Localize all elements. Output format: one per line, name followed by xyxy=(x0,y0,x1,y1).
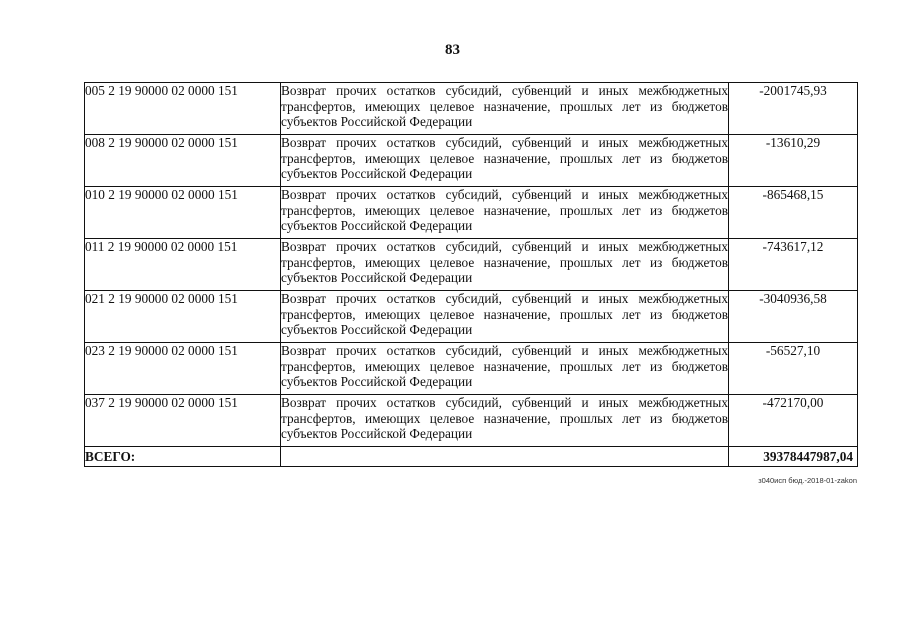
budget-code: 011 2 19 90000 02 0000 151 xyxy=(85,239,281,291)
income-description: Возврат прочих остатков субсидий, субвенций и иных межбюджетных трансфертов, имеющих целевое назначение, прошлых лет из бюджетов субъектов Российской Федерации xyxy=(281,135,729,187)
amount-value: -865468,15 xyxy=(729,187,858,239)
budget-table xyxy=(84,82,858,467)
income-description: Возврат прочих остатков субсидий, субвенций и иных межбюджетных трансфертов, имеющих целевое назначение, прошлых лет из бюджетов субъектов Российской Федерации xyxy=(281,291,729,343)
table-row xyxy=(85,187,858,239)
income-description: Возврат прочих остатков субсидий, субвенций и иных межбюджетных трансфертов, имеющих целевое назначение, прошлых лет из бюджетов субъектов Российской Федерации xyxy=(281,83,729,135)
amount-value: -56527,10 xyxy=(729,343,858,395)
budget-code: 010 2 19 90000 02 0000 151 xyxy=(85,187,281,239)
total-amount: 39378447987,04 xyxy=(729,447,858,467)
table-row xyxy=(85,83,858,135)
table-row xyxy=(85,135,858,187)
income-description: Возврат прочих остатков субсидий, субвенций и иных межбюджетных трансфертов, имеющих целевое назначение, прошлых лет из бюджетов субъектов Российской Федерации xyxy=(281,343,729,395)
page-number: 83 xyxy=(445,42,460,58)
income-description: Возврат прочих остатков субсидий, субвенций и иных межбюджетных трансфертов, имеющих целевое назначение, прошлых лет из бюджетов субъектов Российской Федерации xyxy=(281,239,729,291)
amount-value: -13610,29 xyxy=(729,135,858,187)
total-label: ВСЕГО: xyxy=(85,447,281,467)
amount-value: -2001745,93 xyxy=(729,83,858,135)
income-description: Возврат прочих остатков субсидий, субвенций и иных межбюджетных трансфертов, имеющих целевое назначение, прошлых лет из бюджетов субъектов Российской Федерации xyxy=(281,187,729,239)
budget-code: 005 2 19 90000 02 0000 151 xyxy=(85,83,281,135)
table-row xyxy=(85,395,858,447)
total-description xyxy=(281,447,729,467)
budget-code: 008 2 19 90000 02 0000 151 xyxy=(85,135,281,187)
table-row xyxy=(85,343,858,395)
amount-value: -472170,00 xyxy=(729,395,858,447)
income-description: Возврат прочих остатков субсидий, субвенций и иных межбюджетных трансфертов, имеющих целевое назначение, прошлых лет из бюджетов субъектов Российской Федерации xyxy=(281,395,729,447)
total-row xyxy=(85,447,858,467)
document-footer-mark: з040исп бюд.-2018-01-zakon xyxy=(758,476,857,485)
amount-value: -743617,12 xyxy=(729,239,858,291)
table-row xyxy=(85,291,858,343)
amount-value: -3040936,58 xyxy=(729,291,858,343)
budget-code: 037 2 19 90000 02 0000 151 xyxy=(85,395,281,447)
budget-code: 021 2 19 90000 02 0000 151 xyxy=(85,291,281,343)
budget-code: 023 2 19 90000 02 0000 151 xyxy=(85,343,281,395)
table-row xyxy=(85,239,858,291)
